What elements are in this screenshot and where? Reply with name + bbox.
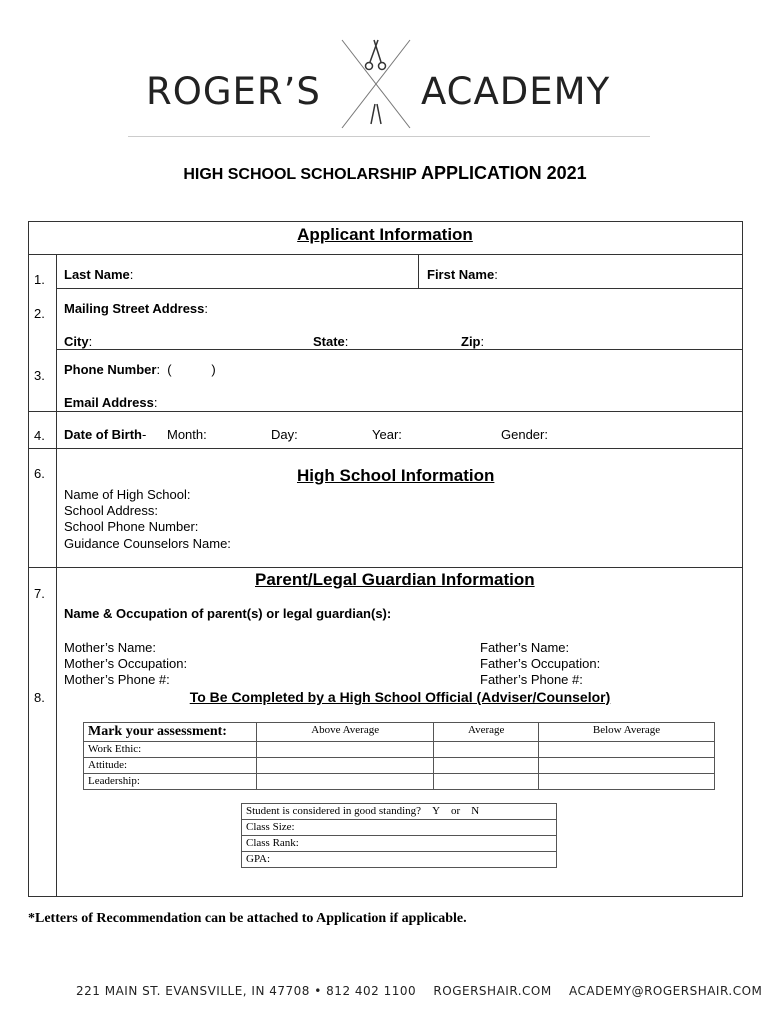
table-row — [242, 852, 557, 868]
row-attitude: Attitude: — [84, 758, 257, 774]
colon: : — [129, 267, 134, 282]
colon: : — [494, 267, 498, 282]
row-line-3 — [28, 411, 742, 412]
official-heading: To Be Completed by a High School Official (Adviser/Counselor) — [189, 689, 611, 705]
footer-phone: 812 402 1100 — [326, 984, 417, 998]
yes-option[interactable]: Y — [432, 805, 441, 817]
school-name-field[interactable]: Name of High School: — [64, 487, 191, 502]
table-row — [84, 742, 715, 758]
standing-label: Student is considered in good standing? — [246, 805, 422, 817]
cell[interactable] — [257, 774, 434, 790]
school-heading: High School Information — [297, 466, 495, 485]
class-rank-field[interactable]: Class Rank: — [242, 836, 557, 852]
row-line-6 — [28, 567, 742, 568]
cell[interactable] — [257, 758, 434, 774]
cell[interactable] — [539, 774, 715, 790]
footer-address: 221 MAIN ST. EVANSVILLE, IN 47708 — [76, 984, 310, 998]
first-name-field[interactable] — [427, 267, 498, 282]
assessment-header-row — [84, 723, 715, 742]
column-average: Average — [434, 723, 539, 742]
row-number-7: 7. — [34, 586, 45, 601]
first-name-label: First Name — [427, 267, 495, 282]
title-part-1: HIGH SCHOOL SCHOLARSHIP — [183, 166, 421, 183]
zip-field[interactable] — [461, 334, 484, 349]
row-line-2 — [56, 349, 742, 350]
father-occupation-field[interactable]: Father’s Occupation: — [480, 656, 601, 671]
father-name-field[interactable]: Father’s Name: — [480, 640, 570, 655]
cell[interactable] — [434, 758, 539, 774]
city-field[interactable] — [64, 334, 92, 349]
row-work-ethic: Work Ethic: — [84, 742, 257, 758]
father-phone-field[interactable]: Father’s Phone #: — [480, 672, 583, 687]
dob-dash: - — [142, 427, 147, 442]
state-field[interactable] — [313, 334, 348, 349]
row-line-applicant — [28, 254, 742, 255]
or-text: or — [451, 805, 461, 817]
cell[interactable] — [257, 742, 434, 758]
header-divider — [128, 136, 650, 137]
standing-table — [241, 803, 557, 868]
brand-left: ROGER’S — [146, 70, 321, 113]
scissors-logo-icon — [338, 36, 414, 132]
cell[interactable] — [539, 742, 715, 758]
mother-name-field[interactable]: Mother’s Name: — [64, 640, 156, 655]
standing-field[interactable] — [242, 804, 557, 820]
brand-right: ACADEMY — [421, 70, 611, 113]
assessment-table — [83, 722, 715, 790]
dob-label: Date of Birth — [64, 427, 142, 442]
footer-website-link[interactable]: ROGERSHAIR.COM — [433, 984, 552, 998]
zip-label: Zip — [461, 334, 481, 349]
mailing-address-field[interactable] — [64, 301, 208, 316]
table-row — [84, 758, 715, 774]
row-leadership: Leadership: — [84, 774, 257, 790]
row-number-1: 1. — [34, 272, 45, 287]
phone-field[interactable] — [64, 362, 216, 377]
column-below-average: Below Average — [539, 723, 715, 742]
table-row — [84, 774, 715, 790]
last-name-field[interactable] — [64, 267, 133, 282]
applicant-heading: Applicant Information — [297, 225, 473, 244]
parent-subheading: Name & Occupation of parent(s) or legal guardian(s): — [64, 606, 392, 621]
state-label: State — [313, 334, 345, 349]
parent-heading: Parent/Legal Guardian Information — [255, 570, 535, 589]
year-field[interactable]: Year: — [372, 427, 402, 442]
row-number-8: 8. — [34, 690, 45, 705]
row-number-2: 2. — [34, 306, 45, 321]
mailing-label: Mailing Street Address — [64, 301, 205, 316]
email-field[interactable] — [64, 395, 157, 410]
colon: : — [480, 334, 485, 349]
class-size-field[interactable]: Class Size: — [242, 820, 557, 836]
counselor-name-field[interactable]: Guidance Counselors Name: — [64, 536, 231, 551]
column-above-average: Above Average — [257, 723, 434, 742]
cell[interactable] — [434, 774, 539, 790]
phone-label: Phone Number — [64, 362, 157, 377]
gpa-field[interactable]: GPA: — [242, 852, 557, 868]
colon: : — [344, 334, 349, 349]
school-phone-field[interactable]: School Phone Number: — [64, 519, 199, 534]
school-address-field[interactable]: School Address: — [64, 503, 158, 518]
form-box — [28, 221, 743, 897]
footer-bullet: • — [314, 984, 322, 998]
mother-occupation-field[interactable]: Mother’s Occupation: — [64, 656, 188, 671]
row-number-4: 4. — [34, 428, 45, 443]
dob-field[interactable] — [64, 427, 146, 442]
colon: : — [204, 301, 209, 316]
no-option[interactable]: N — [471, 805, 480, 817]
assessment-header: Mark your assessment: — [84, 723, 257, 742]
day-field[interactable]: Day: — [271, 427, 298, 442]
phone-area-code: : ( ) — [156, 362, 216, 377]
row-line-4 — [28, 448, 742, 449]
cell[interactable] — [539, 758, 715, 774]
table-row — [242, 804, 557, 820]
page-title — [0, 163, 770, 184]
mother-phone-field[interactable]: Mother’s Phone #: — [64, 672, 170, 687]
colon: : — [88, 334, 93, 349]
cell[interactable] — [434, 742, 539, 758]
row-line-1 — [56, 288, 742, 289]
number-column-divider — [56, 254, 57, 896]
last-name-label: Last Name — [64, 267, 130, 282]
row-number-6: 6. — [34, 466, 45, 481]
table-row — [242, 820, 557, 836]
gender-field[interactable]: Gender: — [501, 427, 548, 442]
month-field[interactable]: Month: — [167, 427, 207, 442]
table-row — [242, 836, 557, 852]
email-label: Email Address — [64, 395, 154, 410]
colon: : — [153, 395, 158, 410]
recommendation-note: *Letters of Recommendation can be attached to Application if applicable. — [28, 911, 467, 926]
city-label: City — [64, 334, 89, 349]
row-number-3: 3. — [34, 368, 45, 383]
title-part-2: APPLICATION 2021 — [420, 163, 587, 183]
footer — [76, 984, 762, 998]
name-divider — [418, 254, 419, 288]
footer-email-link[interactable]: ACADEMY@ROGERSHAIR.COM — [568, 984, 763, 998]
